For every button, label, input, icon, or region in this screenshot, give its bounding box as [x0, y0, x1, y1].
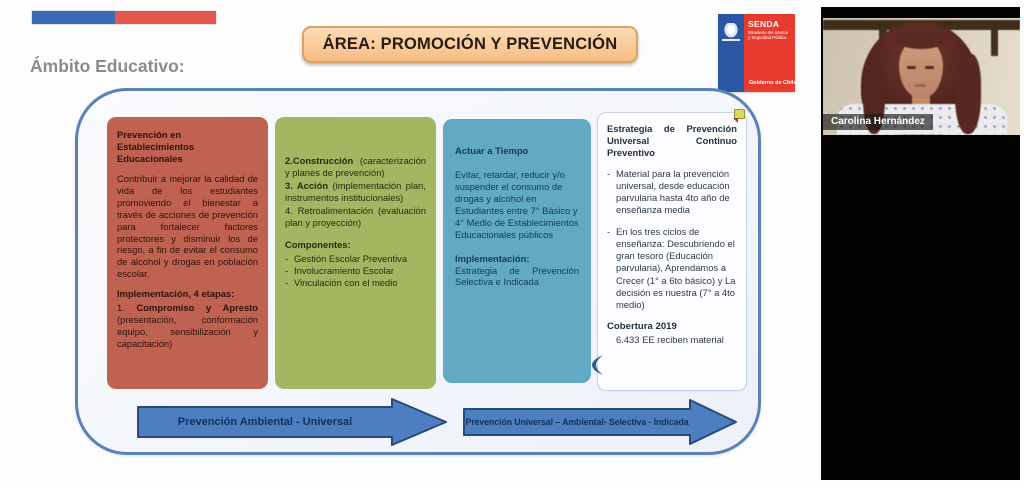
coverage-block: [607, 321, 737, 345]
decorative-flag-bar: [32, 11, 216, 24]
flag-bar-blue-segment: [32, 11, 115, 24]
green-panel-components-heading: Componentes:: [285, 238, 351, 250]
arrow-prevencion-universal-selectiva-indicada: [462, 397, 738, 447]
blue-panel-impl-body: Estrategia de Prevención Selectiva e Indicada: [455, 264, 579, 288]
slide-diagram-container: [75, 88, 761, 455]
coverage-heading: Cobertura 2019: [607, 321, 677, 333]
blue-panel-title: Actuar a Tiempo: [455, 145, 529, 156]
logo-government-name: Gobierno de Chile: [749, 80, 797, 86]
person-eye: [925, 66, 934, 69]
coverage-value: 6.433 EE reciben material: [616, 334, 724, 346]
panel-estrategia-universal: [597, 112, 747, 391]
participant-video-tile[interactable]: [823, 18, 1020, 135]
red-panel-title: Prevención en Establecimientos Educacionales: [117, 129, 195, 164]
panel-actuar-a-tiempo: [443, 119, 591, 383]
list-item: - Involucramiento Escolar: [285, 264, 395, 276]
person-hair-lock: [955, 54, 981, 134]
person-eye: [907, 66, 916, 69]
white-panel-title: Estrategia de Prevención Universal Continuo Preventivo: [607, 123, 737, 158]
slide-title-banner: ÁREA: PROMOCIÓN Y PREVENCIÓN: [302, 26, 638, 63]
video-letterbox: [821, 7, 1020, 480]
person-mouth: [915, 84, 926, 87]
red-panel-body: Contribuir a mejorar la calidad de vida de los estudiantes promoviendo el bienestar a través de acciones de prevención para fortalecer factores protectores y disminuir los de riesgo, a fin de evitar el consumo de alcohol y drogas en población escolar.: [117, 172, 258, 280]
red-panel-impl-heading: Implementación, 4 etapas:: [117, 288, 235, 300]
green-panel-step4: 4. Retroalimentación (evaluación plan y proyección): [285, 204, 426, 228]
participant-name-label: Carolina Hernández: [823, 114, 933, 130]
slide-section-label: Ámbito Educativo:: [30, 56, 185, 76]
green-panel-step2: 2.Construcción (caracterización y planes de prevención): [285, 155, 426, 178]
list-item: - Vinculación con el medio: [285, 277, 398, 288]
logo-agency-name: SENDA: [748, 19, 780, 29]
list-item: - En los tres ciclos de enseñanza: Descubriendo el gran tesoro (Educación parvularia), Aprendamos a Crecer (1° a 6to básico) y La decisión es nuestra (7° a 4to medio): [607, 225, 736, 310]
participant-video-column: [820, 0, 1024, 488]
senda-government-logo: [718, 14, 795, 92]
crescent-moon-icon: [592, 355, 604, 375]
list-item: - Material para la prevención universal, desde educación parvularia hasta 4to año de enseñanza media: [607, 167, 730, 216]
panel-etapas-componentes: [275, 117, 436, 389]
list-item: - Gestión Escolar Preventiva: [285, 252, 408, 264]
person-hair-fringe: [895, 29, 947, 49]
flag-bar-red-segment: [115, 11, 216, 24]
arrow-prevencion-ambiental-universal: [136, 397, 448, 447]
red-panel-impl-item: 1. Compromiso y Apresto (presentación, conformación equipo, sensibilización y capacitación): [117, 302, 259, 349]
blue-panel-body: Evitar, retardar, reducir y/o suspender el consumo de drogas y alcohol en Estudiantes entre 7° Básico y 4° Medio de Establecimientos Educacionales públicos: [455, 168, 579, 240]
logo-ministry-name: Ministerio del Interior y Seguridad Pública: [748, 31, 789, 41]
panel-prevencion-establecimientos: [107, 117, 268, 389]
senda-logo-text-block: [744, 14, 795, 92]
chile-coat-of-arms-icon: [718, 14, 744, 92]
window-frame-post: [991, 30, 998, 56]
arrow-left-label: Prevención Ambiental - Universal: [177, 416, 353, 428]
comment-marker-pointer-icon: [733, 118, 738, 123]
blue-panel-impl-heading: Implementación:: [455, 252, 530, 264]
green-panel-step3: 3. Acción (implementación plan, instrumentos institucionales): [285, 179, 426, 203]
arrow-right-label: Prevención Universal – Ambiental- Selectiva - Indicada: [465, 417, 689, 427]
